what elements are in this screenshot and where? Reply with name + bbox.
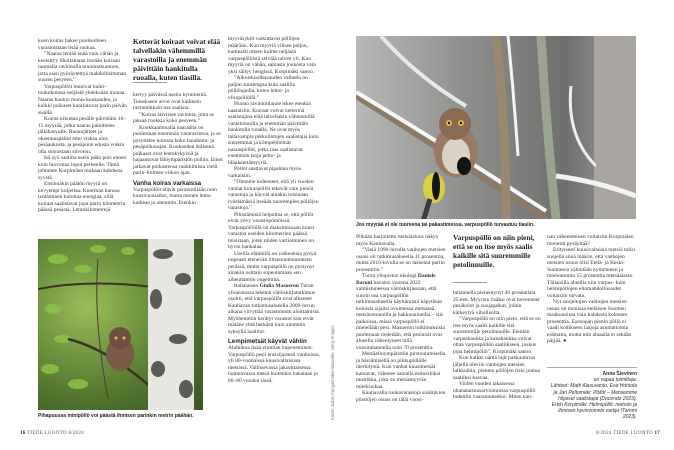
page-folio [596, 431, 660, 436]
photo-caption: Pihapuussa minipöllö voi päästä ihmisen parinkin metrin päähän. [38, 413, 194, 419]
paragraph: koen koiras hakee puolisolleen varastoistaan lisää ruokaa. [38, 38, 106, 51]
paragraph: Isä syö saaliita usein pään pois ennen kuin luovuttaa loput perheelle. Tämä johtunee Korpimäen mukaan kahdesta syystä. [38, 155, 127, 181]
text: Italialaisen [234, 283, 260, 289]
paragraph [228, 283, 320, 335]
paragraph: ”Aikuiskuolleisuuden vaihtelu on paljon suurempaa kuin saalilla pöllölajeilla, kuten lehto- ja viirupöllöllä.” [228, 75, 308, 101]
owl-and-tit-illustration [356, 36, 636, 219]
pull-quote: Varpuspöllö on niin pieni, että se on itse myös saalis kaikille sitä suuremmille petolinnuille. [453, 233, 535, 269]
paragraph: ”Koiras tarvitsee ravintoa, jotta se jaksaa ruokkia koko pesyeen.” [133, 111, 214, 124]
paragraph: Koiras kikuttaa pesälle päivittäin 10–15 myyrää, jotka naaras paloittelee jälkikasvulle. Ruoanjätteet ja oksennuspallot emo viskaa ulos pesäaukosta, ja pesäpuun edusta voikin olla suorastaan siivoton. [38, 116, 127, 155]
paragraph: ”Olemme todenneet, että yli vuoden vanhat koiraspöllöt tekevät vain pieniä varastoja ja käyvät ainakin toisinaan ryöstämässä itseään nuorempien pöllöjen varastoja.” [228, 179, 319, 211]
paragraph: Huono ravintotilanne iskee etenkin naaraisiin. Koiraat voivat ketterinä saalistajina elää talvellakin vähemmillä varastoinnilla ja enemmän päivittäin hankitulla ruoalla. Ne ovat myös taitavampia pikkulintujen saalistajia kuin suuremmat ja kömpelömmät naaraspöllöt, jotka taas saalistavat enemmän isoja pelto- ja idänkenttämyyriä. [228, 101, 319, 166]
article-column-4 [356, 234, 446, 403]
text: havaitsi vuonna 2022 valmistuneessa väitöskirjassaan, että suurin osa varpuspöllön tutkimusalueella käyttämistä käpytikan koloista sijaitsi avoimessa metsässä, metsänreunoilla ja hakkuualueilla – siis paikoissa, missä varpuspöllö ei mielellään pesi. Masoeron tutkimuksista puolestaan tiedetään, että pesinnät ovat alueella vähentyneet tällä vuosituhannella noin 70 prosenttia. [356, 279, 445, 351]
paragraph: kertyy päivässä useita kymmeniä. Toisekseen aivot ovat kaikkein ravinteikkain osa saalista. [133, 92, 208, 111]
paragraph: Viiden vuoden takaisessa uhanalaisuusarvioinnissa varpuspöllö todettiin vaarantuneeksi. Miten kan- [453, 381, 536, 400]
paragraph: Pitkään harjoitettu metsätalous näkyy myös Kauhavalla. [356, 234, 439, 247]
paragraph: Nyt suojeltujen vanhojen metsien osuus on monissa eteläisen Suomen maakunnissa vain kahdesta kolmeen prosenttia. Euroopan pienin pöllö ei vaadi kodikseen laajoja asumattomia erämaita, mutta niin ahtaalla ei sekään pärjää. ● [547, 299, 632, 344]
article-column-1 [38, 38, 128, 214]
paragraph: ”Varpuspöllö on niin pieni, että se on itse myös saalis kaikille sitä suuremmille petolinnuille. Etenkin varpushaukka ja kanahaukka voivat ottaa varpuspöllön saaliikseen, joskus jopa helmipöllö”, Korpimäki sanoo. [453, 316, 541, 355]
text: Turun yliopistossa tekemä väitöskirjatutkimus osoitti, että varpuspöllöt ovat alkaneet Kauhavan tutkimusalueella 2000-luvun aikana viivyttää varastoinnin aloittamista. Myöhemmin kerätyt varastot kun eivät mätäne yhtä herkästi kuin aiemmin syksyllä haalitut. [228, 283, 320, 335]
pull-quote: Ketterät koiraat voivat elää talvellakin vähemmillä varastoilla ja enemmän päivittäin hankitulla ruoalla, kuten tiasilla. [133, 37, 221, 82]
paragraph: myyräsyklit vaikuttavat pöllöjen määrään. Kun myyriä vilisee paljon, karkeasti ottaen kolme neljästä varpuspöllöstä selviää talven yli. Kun myyriä on vähän, samasta joukosta vain yksi säilyy hengissä, Korpimäki sanoo. [228, 36, 316, 75]
paragraph: Ensinnäkin päätön myyrä on kevyempi kuljettaa. Kuorman kanssa lentäminen kuluttaa energiaa, sillä koiraat saalistavat jopa parin kilometrin päässä pesästä. Lentokilometrejä [38, 181, 126, 213]
paragraph: Metsäelinympäristön pirstoutumisella ja häviämisellä on pikkupöllölle merkitystä. Kun vanhat kuusimetsät katoavat, vähenee samalla esimerkiksi mustikka, joka on metsämyyrän mieliruokaa. [356, 351, 446, 390]
owl-and-tit-photo [356, 36, 636, 219]
article-column-6 [547, 234, 637, 345]
paragraph: Varpuspöllöt elävät pisimmillään noin kuusivuotiaiksi, mutta monen lento katkeaa jo aiemmin. Etenkin [133, 186, 217, 206]
author-block [547, 371, 637, 421]
text: Turun yliopiston ekologi [362, 273, 418, 279]
owl-in-forest-photo [38, 239, 203, 410]
paragraph: Useilla eläimillä on vaikeuksia pysyä nopeasti etenevän ilmastonmuutoksen perässä, mutta varpuspöllö on pystynyt ainakin osittain sopeutumaan sen aiheuttamiin ongelmiin. [228, 250, 317, 283]
paragraph [356, 273, 446, 351]
page-number: 17 [654, 431, 661, 436]
author-name: Anna Sievinen [602, 371, 637, 377]
paragraph: ”Vielä 1990-luvulla vanhojen metsien osuus oli tutkimusalueella 11 prosenttia, mutta 2010-luvulla se on laskenut pariin prosenttiin.” [356, 247, 446, 273]
article-column-3 [228, 36, 320, 384]
paragraph: ”Naaras lentää enää vain vähän ja keskittyy lihottamaan itseään koiraan tuomalla ravinnolla munintakuntoon, jotta saisi pyöräytettyä mahdollisimman suuren pesyeen.” [38, 51, 127, 83]
page-number: 16 [20, 431, 26, 436]
owl-in-forest-illustration [38, 239, 203, 410]
divider [453, 282, 487, 283]
person-name: Giulia Masoeron [259, 283, 299, 289]
page-folio [20, 431, 84, 436]
person-name: Daniele Baroni [356, 273, 436, 286]
article-column-5 [453, 290, 543, 401]
subheading: Vanha koiras varkaissa [133, 179, 202, 187]
paragraph: tuhannella pienentynyt 40 prosentista 25:een. Myyrien lisäksi ovat huvenneet pesäkolot ja suojapaikat, joihin kätkeytyä vihollisilta. [453, 290, 540, 316]
magazine-issue: TIEDE LUONTO 8/2024 [27, 431, 85, 436]
paragraph: Kookkaammalla naaraalla on puolestaan enemmän vararavintoa, ja se pysyttelee kolossa koko haudonta- ja pesäpoikasajan. Kuukauden ikäisenä poikaset ovat lentokykyisiä ja hajaantuvat lähiympäristön puihin. Emot jatkavat poikastensa ruokkimista vielä parin–kolmen viikon ajan. [133, 124, 223, 176]
paragraph: Erityisesti kuusivaltaisia metsiä tulisi suojella siinä määrin, että vanhojen metsien osuus olisi Etelä- ja Keski-Suomessa vähintään kymmenen ja mieluummin 15 prosenttia metsäalasta. Tällaisilla alueilla niin varpus- kuin helmipöllöjen elinmahdollisuudet voitaisiin turvata. [547, 247, 636, 299]
sources: Lähteet: Matti Alasuvanto, Esa Hohtola ja Jari Peltomäki: Pöllöt – Metsiemme hiljaiset saalistajat (Docendo 2023). Erkki Korpimäki: Helmipöllö: metsän ja ihmisen hyvinvoinnin vartija (Tammi 2023). [550, 383, 637, 421]
paragraph: Ahdinkoa lisää elintilan hupeneminen. Varpuspöllö pesii ensisijaisesti vanhoissa, yli 80-vuotiaissa kuusivaltaisissa metsissä. Vallitsevassa jaksoittaisessa hoitotavassa metsä kuitenkin hakataan jo 60–80 vuoden iässä. [228, 345, 320, 384]
paragraph: Kun kaikki nämä lajit pakkautuvat jäljellä oleviin vanhojen metsien laikkuihin, pienten pöllöjen riski joutua saaliiksi kasvaa. [453, 355, 540, 381]
photo-caption: Jos myyrää ei ole tuoreena tai pakastimessa, varpuspöllö turvautuu tiasiin. [356, 222, 535, 228]
paragraph: Varpuspöllöt munivat huhti–toukokuussa neljästä yhdeksään munaa. Naaras hautoo munia kuukauden, ja kaikki poikaset kuoriutuvat parin päivän sisällä. [38, 83, 127, 116]
paragraph: Pöllöt saattavat pipahtaa myös varkaisiin. [228, 166, 302, 179]
article-column-2 [133, 92, 223, 206]
magazine-issue: 8/2024 TIEDE LUONTO [596, 431, 653, 436]
subheading: Lempimetsät käyvät vähiin [228, 338, 307, 345]
divider [133, 82, 167, 83]
photo-credit: Kuvat: Julian Kangasmäki/Vastavalo, Getty Images [330, 325, 335, 420]
divider [547, 367, 637, 368]
paragraph: nan väheneminen voitaisiin Korpimäen mielestä pysäyttää? [547, 234, 634, 247]
paragraph: Kauhavalla ruokavarastoja sisältävien pönttöjen osuus on tällä vuosi- [356, 390, 446, 403]
author-role: on vapaa toimittaja. [593, 377, 637, 384]
paragraph: Pihistämistä helpottaa se, että pöllöt eivät yövy varastopöntöissä. Varpuspöllöillä on maksimissaan kuusi varastoa useiden kilometrien päässä toisistaan, joten niiden vartioiminen on hyvin hankalaa. [228, 211, 315, 250]
